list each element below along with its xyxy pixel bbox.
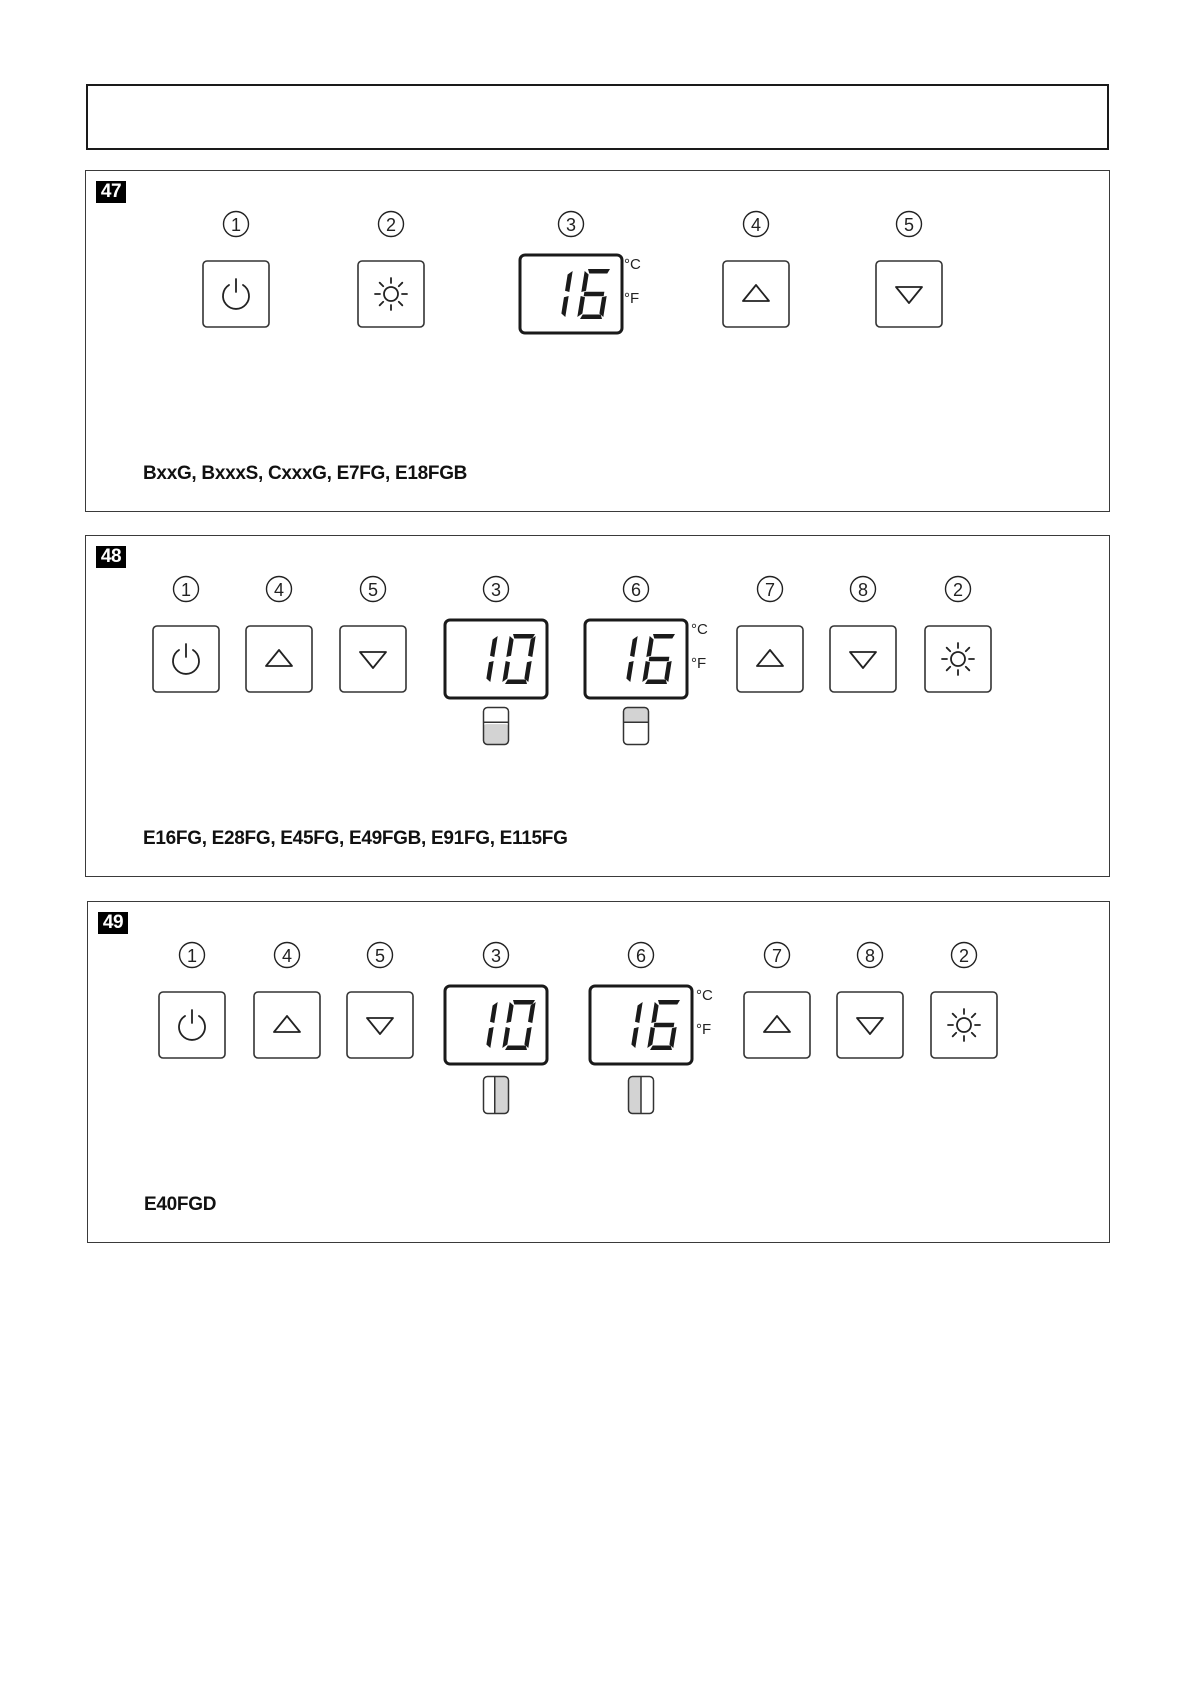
- temperature-units: [691, 621, 708, 672]
- callout-label: 2: [958, 946, 970, 966]
- celsius-unit: °C: [624, 256, 641, 273]
- callout-label: 6: [630, 580, 642, 600]
- digit-2-segment-a: [513, 634, 535, 639]
- light-button[interactable]: [925, 626, 991, 692]
- callout-label: 5: [374, 946, 386, 966]
- digit-2-segment-g: [649, 657, 670, 662]
- display-frame: [520, 255, 622, 333]
- right-zone-icon: [484, 1077, 509, 1114]
- callout-number-1: [224, 212, 249, 237]
- callout-number-4: [267, 577, 292, 602]
- button-frame[interactable]: [254, 992, 320, 1058]
- callout-label: 2: [385, 215, 397, 235]
- callout-label: 2: [952, 580, 964, 600]
- fahrenheit-unit: °F: [696, 1021, 712, 1038]
- callout-label: 4: [281, 946, 293, 966]
- button-frame[interactable]: [723, 261, 789, 327]
- button-frame[interactable]: [340, 626, 406, 692]
- button-frame[interactable]: [347, 992, 413, 1058]
- callout-number-5: [361, 577, 386, 602]
- digit-2-segment-d: [505, 1046, 527, 1051]
- callout-number-1: [180, 943, 205, 968]
- button-frame[interactable]: [737, 626, 803, 692]
- model-list: E16FG, E28FG, E45FG, E49FGB, E91FG, E115FG: [143, 828, 568, 849]
- callout-label: 7: [771, 946, 783, 966]
- callout-number-2: [946, 577, 971, 602]
- temperature-units: [624, 256, 641, 307]
- callout-number-8: [851, 577, 876, 602]
- light-button[interactable]: [931, 992, 997, 1058]
- figure-47-panel: [85, 170, 1110, 512]
- callout-label: 6: [635, 946, 647, 966]
- power-button[interactable]: [203, 261, 269, 327]
- display-frame: [590, 986, 692, 1064]
- figure-48-panel: [85, 535, 1110, 877]
- temperature-display: [585, 620, 687, 698]
- figure-label: 49: [98, 912, 128, 934]
- callout-label: 8: [857, 580, 869, 600]
- temperature-display: [445, 986, 547, 1064]
- control-panel-diagram: [88, 902, 1111, 1244]
- digit-2-segment-a: [658, 1000, 680, 1005]
- model-list: BxxG, BxxxS, CxxxG, E7FG, E18FGB: [143, 463, 468, 484]
- button-frame[interactable]: [925, 626, 991, 692]
- callout-number-2: [952, 943, 977, 968]
- display-frame: [445, 986, 547, 1064]
- celsius-unit: °C: [696, 987, 713, 1004]
- callout-number-1: [174, 577, 199, 602]
- button-frame[interactable]: [876, 261, 942, 327]
- arrow-up-button[interactable]: [744, 992, 810, 1058]
- fahrenheit-unit: °F: [624, 290, 640, 307]
- callout-number-7: [758, 577, 783, 602]
- callout-number-3: [559, 212, 584, 237]
- arrow-up-button[interactable]: [246, 626, 312, 692]
- arrow-down-button[interactable]: [876, 261, 942, 327]
- arrow-up-button[interactable]: [254, 992, 320, 1058]
- callout-number-4: [744, 212, 769, 237]
- digit-2-segment-a: [588, 269, 610, 274]
- callout-number-8: [858, 943, 883, 968]
- callout-label: 4: [750, 215, 762, 235]
- callout-label: 4: [273, 580, 285, 600]
- power-button[interactable]: [159, 992, 225, 1058]
- temperature-display: [445, 620, 547, 698]
- callout-number-3: [484, 943, 509, 968]
- model-list: E40FGD: [144, 1194, 217, 1215]
- light-button[interactable]: [358, 261, 424, 327]
- button-frame[interactable]: [203, 261, 269, 327]
- celsius-unit: °C: [691, 621, 708, 638]
- digit-2-segment-d: [580, 315, 602, 320]
- lower-zone-icon: [484, 708, 509, 745]
- arrow-down-button[interactable]: [837, 992, 903, 1058]
- temperature-units: [696, 987, 713, 1038]
- arrow-down-button[interactable]: [347, 992, 413, 1058]
- display-frame: [445, 620, 547, 698]
- temperature-display: [590, 986, 692, 1064]
- fahrenheit-unit: °F: [691, 655, 707, 672]
- button-frame[interactable]: [246, 626, 312, 692]
- arrow-down-button[interactable]: [830, 626, 896, 692]
- callout-label: 5: [903, 215, 915, 235]
- header-box: [86, 84, 1109, 150]
- digit-2-segment-a: [513, 1000, 535, 1005]
- control-panel-diagram: [86, 171, 1111, 513]
- digit-2-segment-a: [653, 634, 675, 639]
- digit-2-segment-d: [650, 1046, 672, 1051]
- callout-label: 5: [367, 580, 379, 600]
- callout-label: 3: [565, 215, 577, 235]
- callout-label: 8: [864, 946, 876, 966]
- button-frame[interactable]: [153, 626, 219, 692]
- callout-number-4: [275, 943, 300, 968]
- button-frame[interactable]: [744, 992, 810, 1058]
- temperature-display: [520, 255, 622, 333]
- button-frame[interactable]: [830, 626, 896, 692]
- digit-2-segment-d: [505, 680, 527, 685]
- figure-label: 48: [96, 546, 126, 568]
- button-frame[interactable]: [837, 992, 903, 1058]
- button-frame[interactable]: [931, 992, 997, 1058]
- callout-number-2: [379, 212, 404, 237]
- button-frame[interactable]: [358, 261, 424, 327]
- callout-number-3: [484, 577, 509, 602]
- upper-zone-icon: [624, 708, 649, 745]
- callout-label: 1: [230, 215, 242, 235]
- digit-2-segment-d: [645, 680, 667, 685]
- control-panel-diagram: [86, 536, 1111, 878]
- figure-label: 47: [96, 181, 126, 203]
- callout-label: 1: [186, 946, 198, 966]
- figure-49-panel: [87, 901, 1110, 1243]
- left-zone-icon: [629, 1077, 654, 1114]
- arrow-up-button[interactable]: [723, 261, 789, 327]
- callout-number-5: [897, 212, 922, 237]
- digit-2-segment-g: [584, 292, 605, 297]
- arrow-down-button[interactable]: [340, 626, 406, 692]
- callout-number-6: [629, 943, 654, 968]
- callout-label: 1: [180, 580, 192, 600]
- callout-number-5: [368, 943, 393, 968]
- callout-label: 3: [490, 580, 502, 600]
- callout-number-7: [765, 943, 790, 968]
- power-button[interactable]: [153, 626, 219, 692]
- arrow-up-button[interactable]: [737, 626, 803, 692]
- digit-2-segment-g: [654, 1023, 675, 1028]
- callout-label: 3: [490, 946, 502, 966]
- callout-label: 7: [764, 580, 776, 600]
- button-frame[interactable]: [159, 992, 225, 1058]
- callout-number-6: [624, 577, 649, 602]
- display-frame: [585, 620, 687, 698]
